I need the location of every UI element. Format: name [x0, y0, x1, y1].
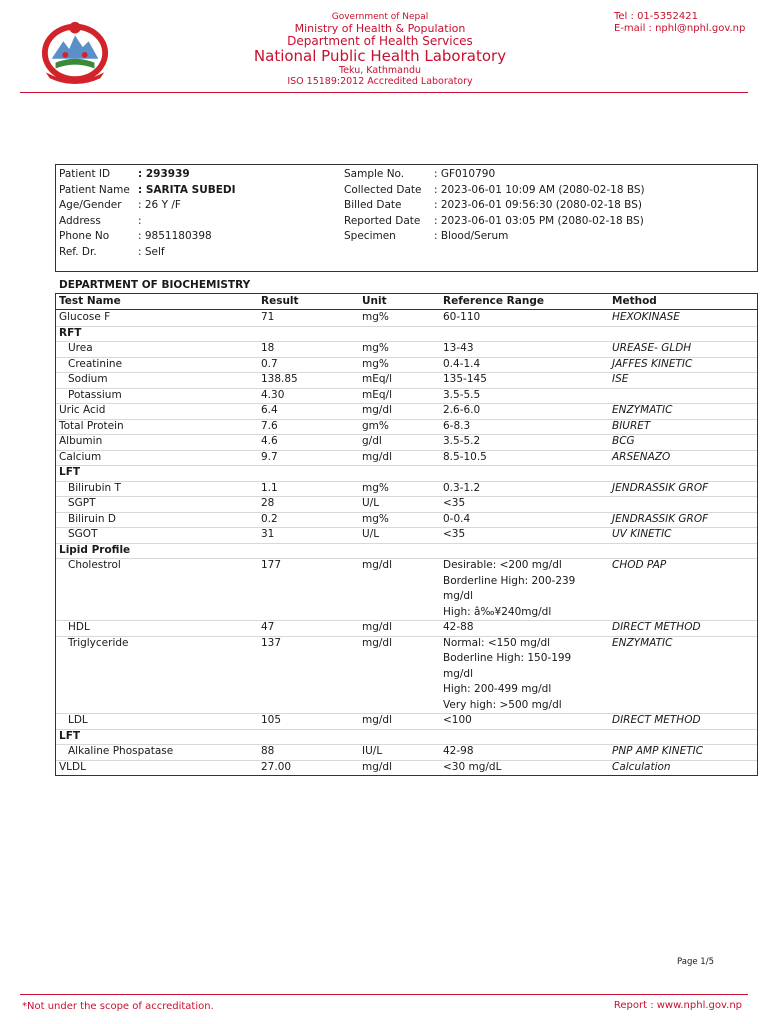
reference-range: <30 mg/dL — [443, 760, 502, 773]
test-unit: mEq/l — [362, 373, 392, 385]
test-result: 0.2 — [261, 512, 278, 525]
test-name: Total Protein — [59, 419, 124, 432]
test-result: 31 — [261, 528, 275, 540]
test-name: Urea — [68, 342, 93, 354]
test-result: 137 — [261, 636, 282, 649]
patient-field-value: : 26 Y /F — [138, 199, 181, 212]
test-name: LDL — [68, 714, 88, 726]
sample-field-label: Specimen — [344, 230, 396, 243]
patient-field-value: : 9851180398 — [138, 230, 212, 243]
test-method: ENZYMATIC — [612, 404, 673, 416]
row-divider — [56, 388, 757, 389]
test-unit: mg/dl — [362, 714, 393, 726]
test-result: 18 — [261, 342, 275, 354]
test-result: 71 — [261, 311, 275, 323]
patient-field-label: Phone No — [59, 230, 110, 243]
test-name: Uric Acid — [59, 404, 106, 416]
test-method: UREASE- GLDH — [612, 342, 692, 354]
sample-field-value: : 2023-06-01 09:56:30 (2080-02-18 BS) — [434, 199, 642, 212]
header-reference-range: Reference Range — [443, 295, 544, 307]
reference-range: <35 — [443, 497, 466, 509]
row-divider — [56, 543, 757, 544]
group-heading: LFT — [59, 729, 81, 742]
patient-field-label: Age/Gender — [59, 199, 122, 212]
reference-range: 60-110 — [443, 311, 481, 323]
patient-field-value: : SARITA SUBEDI — [138, 183, 236, 196]
group-heading: Lipid Profile — [59, 543, 131, 556]
test-result: 4.6 — [261, 435, 278, 447]
row-divider — [56, 434, 757, 435]
test-method: JENDRASSIK GROF — [612, 512, 709, 525]
test-result: 9.7 — [261, 450, 278, 463]
test-method: PNP AMP KINETIC — [612, 745, 704, 757]
test-name: HDL — [68, 621, 90, 633]
test-result: 138.85 — [261, 373, 298, 385]
patient-field-value: : — [138, 214, 142, 227]
test-name: Glucose F — [59, 311, 111, 323]
test-result: 47 — [261, 621, 275, 633]
sample-field-value: : Blood/Serum — [434, 230, 509, 243]
test-name: SGOT — [68, 528, 98, 540]
test-method: BIURET — [612, 419, 651, 432]
test-method: CHOD PAP — [612, 559, 667, 571]
row-divider — [56, 496, 757, 497]
test-method: ENZYMATIC — [612, 636, 673, 649]
reference-range: High: 200-499 mg/dl — [443, 683, 552, 695]
test-unit: mg/dl — [362, 559, 393, 571]
reference-range: Borderline High: 200-239 — [443, 574, 576, 587]
test-result: 27.00 — [261, 760, 292, 773]
patient-field-label: Patient ID — [59, 168, 111, 180]
row-divider — [56, 465, 757, 466]
row-divider — [56, 729, 757, 730]
reference-range: 0-0.4 — [443, 512, 471, 525]
footer-divider — [20, 994, 748, 995]
row-divider — [56, 372, 757, 373]
patient-field-label: Patient Name — [59, 183, 130, 196]
sample-field-value: : 2023-06-01 10:09 AM (2080-02-18 BS) — [434, 183, 645, 196]
test-unit: mg/dl — [362, 760, 393, 773]
test-result: 28 — [261, 497, 275, 509]
test-name: Potassium — [68, 388, 122, 401]
test-unit: mg% — [362, 357, 389, 370]
test-unit: mg/dl — [362, 404, 393, 416]
test-result: 4.30 — [261, 388, 285, 401]
reference-range: 3.5-5.5 — [443, 388, 481, 401]
row-divider — [56, 419, 757, 420]
sample-field-label: Collected Date — [344, 183, 422, 196]
reference-range: 6-8.3 — [443, 419, 471, 432]
test-method: HEXOKINASE — [612, 311, 680, 323]
reference-range: 0.4-1.4 — [443, 357, 481, 370]
header-lab-name: National Public Health Laboratory — [253, 47, 507, 65]
reference-range: 3.5-5.2 — [443, 435, 481, 447]
sample-field-label: Billed Date — [344, 199, 402, 212]
test-method: DIRECT METHOD — [612, 621, 701, 633]
test-unit: mEq/l — [362, 388, 392, 401]
department-title: DEPARTMENT OF BIOCHEMISTRY — [59, 279, 251, 291]
header-department: Department of Health Services — [287, 34, 473, 48]
group-heading: RFT — [59, 326, 82, 339]
test-unit: IU/L — [362, 745, 383, 757]
test-unit: mg% — [362, 481, 389, 494]
reference-range: High: â‰¥240mg/dl — [443, 605, 552, 618]
test-unit: mg/dl — [362, 636, 393, 649]
header-government: Government of Nepal — [331, 12, 429, 22]
reference-range: <35 — [443, 528, 466, 540]
reference-range: 135-145 — [443, 373, 487, 385]
test-method: Calculation — [612, 760, 671, 773]
header-result: Result — [261, 295, 299, 307]
test-name: Calcium — [59, 450, 102, 463]
sample-field-value: : 2023-06-01 03:05 PM (2080-02-18 BS) — [434, 214, 644, 227]
test-unit: mg/dl — [362, 450, 393, 463]
patient-field-value: : Self — [138, 246, 165, 258]
test-name: Bilirubin T — [68, 481, 121, 494]
group-heading: LFT — [59, 466, 81, 478]
header-ministry: Ministry of Health & Population — [294, 22, 466, 35]
header-accreditation: ISO 15189:2012 Accredited Laboratory — [287, 76, 473, 87]
patient-field-label: Address — [59, 214, 101, 227]
reference-range: mg/dl — [443, 590, 474, 602]
test-result: 0.7 — [261, 357, 278, 370]
reference-range: 0.3-1.2 — [443, 481, 481, 494]
row-divider — [56, 326, 757, 327]
footer-report-link: Report : www.nphl.gov.np — [613, 1000, 742, 1011]
reference-range: mg/dl — [443, 667, 474, 680]
reference-range: <100 — [443, 714, 472, 726]
reference-range: 13-43 — [443, 342, 474, 354]
header-method: Method — [612, 295, 657, 307]
patient-field-value: : 293939 — [138, 168, 190, 180]
test-unit: gm% — [362, 419, 389, 432]
test-result: 105 — [261, 714, 282, 726]
header-test-name: Test Name — [59, 295, 121, 307]
test-unit: U/L — [362, 497, 380, 509]
header-divider — [20, 92, 748, 93]
reference-range: 8.5-10.5 — [443, 450, 487, 463]
test-name: Sodium — [68, 373, 108, 385]
test-name: Biliruin D — [68, 512, 116, 525]
test-method: ARSENAZO — [612, 450, 671, 463]
header-telephone: Tel : 01-5352421 — [614, 11, 698, 22]
results-table — [55, 293, 758, 776]
test-name: Albumin — [59, 435, 103, 447]
test-unit: g/dl — [362, 435, 382, 447]
patient-info-box — [55, 164, 758, 272]
reference-range: Boderline High: 150-199 — [443, 652, 572, 664]
test-method: ISE — [612, 373, 629, 385]
test-unit: mg/dl — [362, 621, 393, 633]
test-name: Triglyceride — [68, 636, 129, 649]
test-method: DIRECT METHOD — [612, 714, 701, 726]
test-name: VLDL — [59, 760, 86, 773]
reference-range: 42-88 — [443, 621, 474, 633]
test-result: 6.4 — [261, 404, 278, 416]
page-number: Page 1/5 — [677, 957, 714, 967]
reference-range: Normal: <150 mg/dl — [443, 636, 551, 649]
sample-field-value: : GF010790 — [434, 168, 496, 180]
reference-range: 2.6-6.0 — [443, 404, 481, 416]
header-location: Teku, Kathmandu — [338, 65, 422, 76]
patient-field-label: Ref. Dr. — [59, 246, 97, 258]
test-result: 88 — [261, 745, 275, 757]
header-unit: Unit — [362, 295, 387, 307]
sample-field-label: Sample No. — [344, 168, 405, 180]
nepal-emblem-logo — [36, 16, 114, 86]
test-unit: mg% — [362, 342, 389, 354]
test-unit: U/L — [362, 528, 380, 540]
reference-range: Desirable: <200 mg/dl — [443, 559, 562, 571]
header-email: E-mail : nphl@nphl.gov.np — [614, 23, 746, 34]
reference-range: Very high: >500 mg/dl — [443, 698, 562, 711]
test-name: Alkaline Phospatase — [68, 745, 174, 757]
test-method: UV KINETIC — [612, 528, 672, 540]
test-name: SGPT — [68, 497, 96, 509]
test-name: Cholestrol — [68, 559, 121, 571]
test-method: JENDRASSIK GROF — [612, 481, 709, 494]
test-result: 177 — [261, 559, 282, 571]
table-header — [56, 294, 757, 310]
reference-range: 42-98 — [443, 745, 474, 757]
test-result: 1.1 — [261, 481, 278, 494]
test-name: Creatinine — [68, 357, 123, 370]
test-result: 7.6 — [261, 419, 278, 432]
test-unit: mg% — [362, 311, 389, 323]
test-unit: mg% — [362, 512, 389, 525]
sample-field-label: Reported Date — [344, 214, 421, 227]
footer-accreditation-note: *Not under the scope of accreditation. — [22, 1001, 214, 1012]
test-method: BCG — [612, 435, 635, 447]
test-method: JAFFES KINETIC — [612, 357, 693, 370]
